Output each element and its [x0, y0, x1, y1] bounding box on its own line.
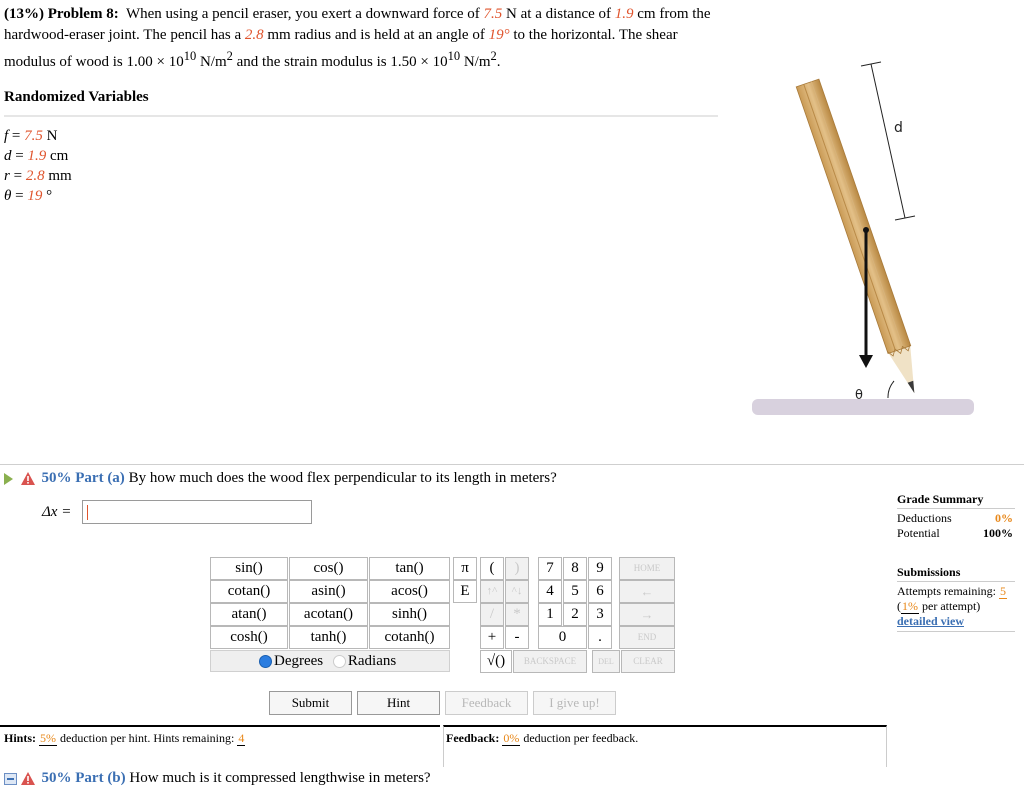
potential-value: 100%	[983, 526, 1013, 540]
delete-button[interactable]: DEL	[592, 650, 620, 673]
submit-button[interactable]: Submit	[269, 691, 352, 715]
randomized-variables-heading: Randomized Variables	[4, 89, 149, 105]
problem-text: mm radius and is held at an angle of	[267, 27, 485, 43]
variable-symbol: θ	[4, 188, 12, 204]
angle-value: 19°	[488, 27, 510, 43]
per-attempt-text: per attempt)	[919, 599, 981, 613]
rparen-button[interactable]: )	[505, 557, 529, 580]
hints-label: Hints:	[4, 731, 37, 745]
paren: (	[897, 599, 901, 613]
warning-icon	[21, 772, 35, 785]
multiply-button[interactable]: *	[505, 603, 529, 626]
home-button[interactable]: HOME	[619, 557, 675, 580]
expand-triangle-icon[interactable]	[4, 473, 13, 485]
key-0[interactable]: 0	[538, 626, 587, 649]
problem-text: .	[496, 54, 501, 70]
variable-unit: °	[42, 188, 53, 204]
feedback-panel	[443, 725, 887, 767]
equals: =	[11, 188, 28, 204]
feedback-deduction: 0%	[503, 731, 520, 745]
part-b-percent: 50%	[41, 770, 72, 786]
label-theta: θ	[855, 388, 863, 403]
answer-label: Δx =	[42, 504, 72, 520]
lparen-button[interactable]: (	[480, 557, 504, 580]
problem-text: When using a pencil eraser, you exert a downward force of	[125, 6, 480, 22]
left-arrow-button[interactable]: ←	[619, 580, 675, 603]
pencil	[796, 79, 925, 397]
hints-panel	[0, 725, 440, 767]
variable-value: 2.8	[25, 168, 45, 184]
attempts-remaining: 5	[999, 584, 1006, 598]
key-2[interactable]: 2	[563, 603, 587, 626]
variable-row	[4, 186, 52, 206]
variable-row	[4, 126, 57, 146]
cotanh-button[interactable]: cotanh()	[369, 626, 450, 649]
part-b-header[interactable]	[4, 768, 431, 788]
deductions-label: Deductions	[897, 511, 952, 525]
answer-input[interactable]	[82, 500, 312, 524]
decimal-button[interactable]: .	[588, 626, 612, 649]
key-6[interactable]: 6	[588, 580, 612, 603]
acos-button[interactable]: acos()	[369, 580, 450, 603]
tanh-button[interactable]: tanh()	[289, 626, 368, 649]
part-b-label: Part (b)	[75, 770, 126, 786]
hints-text: deduction per hint. Hints remaining:	[60, 731, 235, 745]
problem-weight: (13%)	[4, 6, 44, 22]
key-1[interactable]: 1	[538, 603, 562, 626]
key-5[interactable]: 5	[563, 580, 587, 603]
problem-text: cm from the hardwood-eraser joint. The pencil has a	[4, 6, 711, 43]
feedback-text: deduction per feedback.	[523, 731, 639, 745]
atan-button[interactable]: atan()	[210, 603, 288, 626]
exponent: 10	[183, 49, 197, 63]
part-a-question: By how much does the wood flex perpendicular to its length in meters?	[128, 470, 557, 486]
table-surface	[752, 399, 974, 415]
tan-button[interactable]: tan()	[369, 557, 450, 580]
variable-unit: mm	[44, 168, 72, 184]
dimension-d	[861, 62, 915, 220]
key-4[interactable]: 4	[538, 580, 562, 603]
potential-label: Potential	[897, 526, 940, 540]
exponent: 10	[447, 49, 461, 63]
force-value: 7.5	[483, 6, 503, 22]
radius-value: 2.8	[244, 27, 264, 43]
problem-text: N at a distance of	[506, 6, 612, 22]
submissions-heading: Submissions	[897, 565, 961, 579]
warning-icon	[21, 472, 35, 485]
degrees-radio[interactable]	[259, 655, 272, 668]
variable-row	[4, 146, 68, 166]
problem-title: Problem 8:	[47, 6, 119, 22]
variable-unit: cm	[46, 148, 69, 164]
radians-radio[interactable]	[333, 655, 346, 668]
acotan-button[interactable]: acotan()	[289, 603, 368, 626]
text-caret	[87, 505, 88, 520]
distance-value: 1.9	[614, 6, 634, 22]
end-button[interactable]: END	[619, 626, 675, 649]
detailed-view-link[interactable]: detailed view	[897, 614, 964, 628]
equals: =	[9, 168, 26, 184]
feedback-button[interactable]: Feedback	[445, 691, 528, 715]
problem-text: N/m	[463, 54, 491, 70]
give-up-button[interactable]: I give up!	[533, 691, 616, 715]
minus-button[interactable]: -	[505, 626, 529, 649]
key-3[interactable]: 3	[588, 603, 612, 626]
part-a-header	[4, 468, 557, 488]
key-7[interactable]: 7	[538, 557, 562, 580]
sqrt-button[interactable]: √()	[480, 650, 512, 673]
attempts-label: Attempts remaining:	[897, 584, 996, 598]
collapsed-part-icon[interactable]	[4, 773, 17, 785]
radians-label[interactable]: Radians	[347, 653, 397, 669]
variable-symbol: d	[4, 148, 12, 164]
divide-button[interactable]: /	[480, 603, 504, 626]
asin-button[interactable]: asin()	[289, 580, 368, 603]
equals: =	[11, 148, 28, 164]
pencil-diagram	[740, 55, 980, 425]
problem-statement	[4, 4, 724, 73]
part-b-question: How much is it compressed lengthwise in meters?	[129, 770, 431, 786]
feedback-label: Feedback:	[446, 731, 500, 745]
backspace-button[interactable]: BACKSPACE	[513, 650, 587, 673]
variable-value: 7.5	[24, 128, 43, 144]
key-8[interactable]: 8	[563, 557, 587, 580]
deductions-value: 0%	[995, 511, 1013, 525]
divider	[4, 115, 718, 117]
problem-text: to the horizontal. The shear modulus of wood is 1.00 × 10	[4, 27, 678, 70]
part-a-label: Part (a)	[75, 470, 125, 486]
hints-remaining: 4	[238, 731, 245, 745]
right-arrow-button[interactable]: →	[619, 603, 675, 626]
variable-value: 1.9	[27, 148, 47, 164]
per-attempt-deduction: 1%	[902, 599, 918, 613]
pi-button[interactable]: π	[453, 557, 477, 580]
cosh-button[interactable]: cosh()	[210, 626, 288, 649]
variable-unit: N	[42, 128, 58, 144]
problem-text: and the strain modulus is 1.50 × 10	[236, 54, 448, 70]
section-divider	[0, 464, 1024, 465]
e-button[interactable]: E	[453, 580, 477, 603]
plus-button[interactable]: +	[480, 626, 504, 649]
cotan-button[interactable]: cotan()	[210, 580, 288, 603]
cos-button[interactable]: cos()	[289, 557, 368, 580]
superscript-up-button[interactable]: ↑^	[480, 580, 504, 603]
part-a-percent: 50%	[41, 470, 72, 486]
variable-symbol: f	[4, 128, 9, 144]
grade-summary-heading: Grade Summary	[897, 492, 984, 506]
key-9[interactable]: 9	[588, 557, 612, 580]
variable-value: 19	[27, 188, 43, 204]
hint-button[interactable]: Hint	[357, 691, 440, 715]
exponent: 2	[226, 49, 233, 63]
angle-arc	[888, 381, 894, 398]
clear-button[interactable]: CLEAR	[621, 650, 675, 673]
variable-row	[4, 166, 72, 186]
label-d: d	[894, 120, 903, 136]
problem-text: N/m	[199, 54, 227, 70]
variable-symbol: r	[4, 168, 10, 184]
hint-deduction: 5%	[40, 731, 57, 745]
sin-button[interactable]: sin()	[210, 557, 288, 580]
angle-mode-row	[210, 650, 450, 672]
superscript-down-button[interactable]: ^↓	[505, 580, 529, 603]
exponent: 2	[490, 49, 497, 63]
grade-summary	[897, 492, 1015, 632]
equals: =	[8, 128, 25, 144]
sinh-button[interactable]: sinh()	[369, 603, 450, 626]
degrees-label[interactable]: Degrees	[274, 653, 324, 669]
